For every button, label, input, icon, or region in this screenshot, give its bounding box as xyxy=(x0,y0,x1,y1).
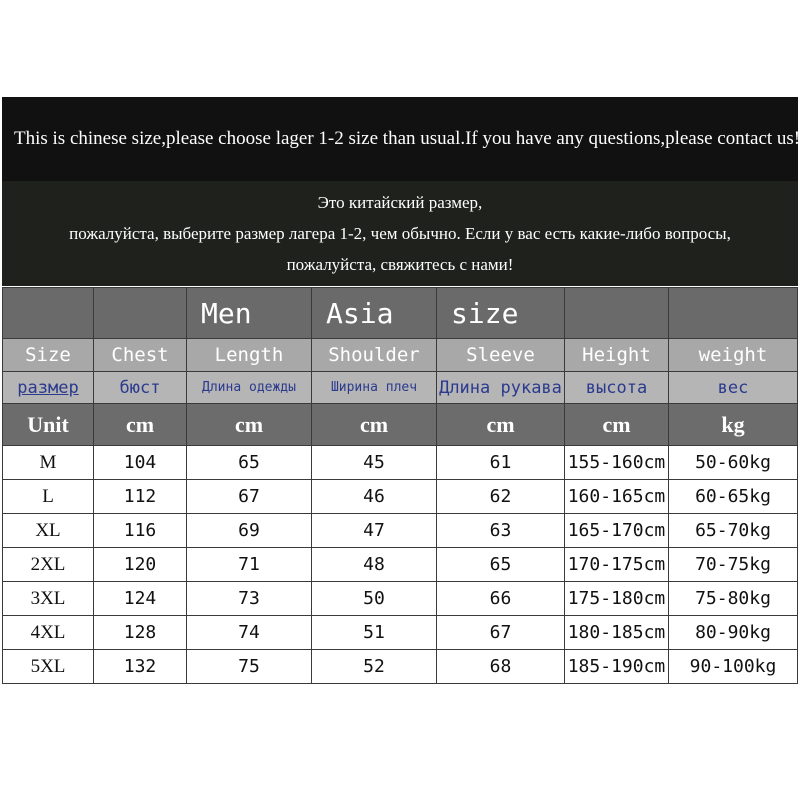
header-ru-shoulder: Ширина плеч xyxy=(312,372,437,404)
header-ru-length: Длина одежды xyxy=(187,372,312,404)
header-ru-sleeve: Длина рукава xyxy=(437,372,565,404)
title-cell-empty xyxy=(669,288,798,339)
title-cell-empty xyxy=(3,288,94,339)
cell-shoulder: 47 xyxy=(312,514,437,548)
unit-sleeve: cm xyxy=(437,404,565,446)
cell-shoulder: 50 xyxy=(312,582,437,616)
title-word-men: Men xyxy=(187,288,312,339)
table-row xyxy=(3,514,798,548)
header-sleeve: Sleeve xyxy=(437,339,565,372)
cell-sleeve: 65 xyxy=(437,548,565,582)
unit-weight: kg xyxy=(669,404,798,446)
cell-sleeve: 66 xyxy=(437,582,565,616)
title-cell-empty xyxy=(565,288,669,339)
cell-height: 185-190cm xyxy=(565,650,669,684)
cell-chest: 120 xyxy=(94,548,187,582)
cell-length: 69 xyxy=(187,514,312,548)
notice-russian-line-3: пожалуйста, свяжитесь с нами! xyxy=(286,255,514,274)
cell-weight: 75-80kg xyxy=(669,582,798,616)
cell-sleeve: 68 xyxy=(437,650,565,684)
cell-weight: 65-70kg xyxy=(669,514,798,548)
cell-chest: 128 xyxy=(94,616,187,650)
header-row-russian xyxy=(3,372,798,404)
cell-weight: 70-75kg xyxy=(669,548,798,582)
cell-length: 75 xyxy=(187,650,312,684)
notice-english xyxy=(2,97,798,181)
cell-length: 71 xyxy=(187,548,312,582)
title-word-size: size xyxy=(437,288,565,339)
title-word-asia: Asia xyxy=(312,288,437,339)
cell-chest: 112 xyxy=(94,480,187,514)
cell-sleeve: 63 xyxy=(437,514,565,548)
table-row xyxy=(3,480,798,514)
cell-chest: 132 xyxy=(94,650,187,684)
cell-length: 73 xyxy=(187,582,312,616)
header-ru-weight: вес xyxy=(669,372,798,404)
header-ru-size: размер xyxy=(3,372,94,404)
cell-chest: 116 xyxy=(94,514,187,548)
cell-size: 2XL xyxy=(3,548,94,582)
cell-length: 67 xyxy=(187,480,312,514)
notice-russian-line-1: Это китайский размер, xyxy=(317,193,483,212)
notice-english-text: This is chinese size,please choose lager 1-2 size than usual.If you have any questions,please contact us! xyxy=(14,128,800,149)
header-shoulder: Shoulder xyxy=(312,339,437,372)
cell-size: M xyxy=(3,446,94,480)
cell-height: 165-170cm xyxy=(565,514,669,548)
unit-label: Unit xyxy=(3,404,94,446)
unit-row xyxy=(3,404,798,446)
header-weight: weight xyxy=(669,339,798,372)
cell-size: 5XL xyxy=(3,650,94,684)
notice-russian-line-2: пожалуйста, выберите размер лагера 1-2, чем обычно. Если у вас есть какие-либо вопросы, xyxy=(69,224,731,243)
cell-shoulder: 46 xyxy=(312,480,437,514)
table-row xyxy=(3,582,798,616)
unit-height: cm xyxy=(565,404,669,446)
size-table xyxy=(2,287,798,684)
cell-shoulder: 52 xyxy=(312,650,437,684)
header-row-english xyxy=(3,339,798,372)
cell-shoulder: 51 xyxy=(312,616,437,650)
cell-size: XL xyxy=(3,514,94,548)
table-body xyxy=(3,446,798,684)
unit-shoulder: cm xyxy=(312,404,437,446)
cell-size: 4XL xyxy=(3,616,94,650)
cell-length: 65 xyxy=(187,446,312,480)
unit-length: cm xyxy=(187,404,312,446)
cell-height: 170-175cm xyxy=(565,548,669,582)
cell-chest: 104 xyxy=(94,446,187,480)
cell-length: 74 xyxy=(187,616,312,650)
cell-shoulder: 48 xyxy=(312,548,437,582)
cell-sleeve: 67 xyxy=(437,616,565,650)
cell-height: 180-185cm xyxy=(565,616,669,650)
table-row xyxy=(3,616,798,650)
cell-height: 175-180cm xyxy=(565,582,669,616)
cell-size: L xyxy=(3,480,94,514)
cell-chest: 124 xyxy=(94,582,187,616)
cell-weight: 90-100kg xyxy=(669,650,798,684)
header-ru-chest: бюст xyxy=(94,372,187,404)
header-height: Height xyxy=(565,339,669,372)
cell-weight: 80-90kg xyxy=(669,616,798,650)
cell-sleeve: 61 xyxy=(437,446,565,480)
cell-height: 155-160cm xyxy=(565,446,669,480)
cell-weight: 50-60kg xyxy=(669,446,798,480)
notice-russian xyxy=(2,181,798,286)
cell-weight: 60-65kg xyxy=(669,480,798,514)
table-row xyxy=(3,446,798,480)
header-chest: Chest xyxy=(94,339,187,372)
header-ru-height: высота xyxy=(565,372,669,404)
table-row xyxy=(3,548,798,582)
table-title-row xyxy=(3,288,798,339)
cell-sleeve: 62 xyxy=(437,480,565,514)
table-row xyxy=(3,650,798,684)
title-cell-empty xyxy=(94,288,187,339)
header-length: Length xyxy=(187,339,312,372)
cell-shoulder: 45 xyxy=(312,446,437,480)
cell-height: 160-165cm xyxy=(565,480,669,514)
unit-chest: cm xyxy=(94,404,187,446)
header-size: Size xyxy=(3,339,94,372)
cell-size: 3XL xyxy=(3,582,94,616)
